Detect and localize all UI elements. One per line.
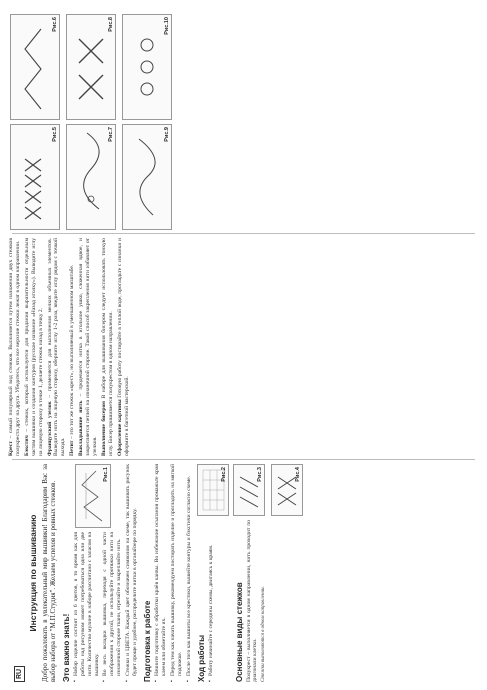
section-heading-prep: Подготовка к работе bbox=[142, 600, 152, 682]
french-text: – применяется для выполнения мелких объемных элементов. Выведите нить на лицевую сторону, оберните иглу 1-2 раза, введите иглу рядом с точкой выхода. bbox=[46, 238, 67, 456]
list-item: ▪ После того как вышиты все крестики, вышейте контуры и бэкстичи согласно схеме. bbox=[186, 464, 193, 676]
loop-title: Выкладывание нить bbox=[78, 400, 85, 456]
finish-paragraph bbox=[101, 238, 115, 456]
figure-label: Рис.3 bbox=[256, 467, 263, 482]
prep-list bbox=[154, 464, 193, 682]
list-item: ▪ Работу начинайте с середины схемы, двигаясь к краям. bbox=[208, 464, 215, 676]
finish-text: В наборе для вышивания бисером следует использовать тонкую иглу. Бисер пришивается полукрестом в одном направлении. bbox=[100, 238, 114, 456]
petit-text: – это тот же стежок «крест», но выполняемый в уменьшенном масштабе. bbox=[69, 264, 76, 440]
column-middle bbox=[8, 238, 479, 456]
care-paragraph bbox=[117, 238, 131, 456]
cross-text: – самый популярный вид стежков. Выполняется путем наложения двух стежков полукреста друг на друга. Убедитесь, что все верхние стежки лежат в одном направлении. bbox=[8, 238, 21, 456]
french-paragraph bbox=[47, 238, 68, 456]
figure-label: Рис.7 bbox=[108, 127, 114, 142]
figure-label: Рис.9 bbox=[164, 127, 170, 142]
language-badge: RU bbox=[14, 666, 25, 682]
types-note: Стежки выполняются в одном направлении. bbox=[261, 586, 267, 682]
figure-label: Рис.1 bbox=[102, 467, 109, 482]
list-item: ▪ Во весь вкладки вышивка, переходя с одной части изображения к другой, не используйте протяжки нити на изнаночной стороне ткани, отрезайте и закрепляйте нить. bbox=[102, 464, 123, 676]
finish-title: Выполнение бисером bbox=[100, 401, 107, 456]
care-text: Готовую работу постирайте в теплой воде, прогладьте с изнанки и оформите в багетной мастерской. bbox=[116, 238, 130, 456]
petit-title: Петит bbox=[69, 440, 76, 456]
know-list bbox=[73, 464, 139, 682]
figure-8 bbox=[66, 14, 116, 120]
cross-title: Крест bbox=[8, 441, 14, 456]
loop-text: – продевается нитка в игольное ушко, сложенная вдвое, и закрепляется петлей на изнаночной стороне. Такой способ закрепления нити избавляет от узелков. bbox=[78, 238, 98, 456]
figure-5 bbox=[10, 124, 60, 230]
section-heading-progress: Ход работы bbox=[196, 634, 206, 682]
figure-label: Рис.4 bbox=[295, 467, 302, 482]
column-right bbox=[8, 8, 479, 230]
care-title: Оформление картины bbox=[116, 399, 123, 456]
list-item: ▪ Стежки и ЦВЕТА. Каждый цвет обозначен символом на схеме, так вышивать рисунок будет проще и удобнее, распределите нитки в органайзере по порядку. bbox=[125, 464, 139, 676]
figure-label: Рис.8 bbox=[108, 17, 114, 32]
cross-paragraph bbox=[8, 238, 22, 456]
figure-9 bbox=[122, 124, 172, 230]
french-title: Французский узелок bbox=[46, 401, 53, 456]
column-divider bbox=[12, 233, 475, 234]
figure-label: Рис.5 bbox=[52, 127, 58, 142]
types-text: Полукрест – выполняется в одном направлении, нить проходит по диагонали клетки. bbox=[245, 520, 259, 682]
figure-label: Рис.2 bbox=[220, 467, 227, 482]
list-item: ▪ Начните подготовку с обработки краёв канвы. Во избежание осыпания промажьте края клеем или обметайте их. bbox=[154, 464, 168, 676]
figure-6 bbox=[10, 14, 60, 120]
figure-4 bbox=[271, 464, 303, 516]
list-item: ▪ Перед тем как начать вышивку, рекомендуем постирать изделие и прогладить на мягкой подложке. bbox=[170, 464, 184, 676]
petit-paragraph bbox=[69, 238, 76, 456]
list-item: ▪ Набор изделие состоит из 6 цветов, в то время как для работы над рисунком может потребоваться одна или две нити. Количество мулине в наборе рассчитано с запасом на вышивку. bbox=[73, 464, 101, 676]
backstitch-title: Бэкстич bbox=[23, 435, 30, 456]
figure-3 bbox=[233, 464, 265, 516]
loop-paragraph bbox=[78, 238, 99, 456]
instruction-sheet bbox=[2, 2, 485, 688]
figure-label: Рис.6 bbox=[52, 17, 58, 32]
section-heading-types: Основные виды стежков bbox=[234, 582, 244, 682]
backstitch-text: – стежок, который используется для придания выразительности отдельным частям вышивки и создания контуров (русское название «Назад иголку»). Выводите иглу на лицевую сторону в точке 1, делаете стежок назад в точку 2. bbox=[23, 238, 44, 456]
figure-label: Рис.10 bbox=[164, 17, 170, 35]
section-heading-know: Это важно знать! bbox=[61, 613, 71, 682]
document-title: Инструкция по вышиванию bbox=[28, 514, 38, 632]
column-left bbox=[8, 464, 479, 682]
figure-10 bbox=[122, 14, 172, 120]
intro-text: Добро пожаловать в увлекательный мир вышивки! Благодарим Вас за выбор набора от "М.П.Студия". Желаем успехов и ровных стежков. bbox=[41, 464, 58, 682]
backstitch-paragraph bbox=[24, 238, 45, 456]
progress-list bbox=[208, 464, 215, 682]
column-divider bbox=[12, 459, 475, 460]
figure-7 bbox=[66, 124, 116, 230]
